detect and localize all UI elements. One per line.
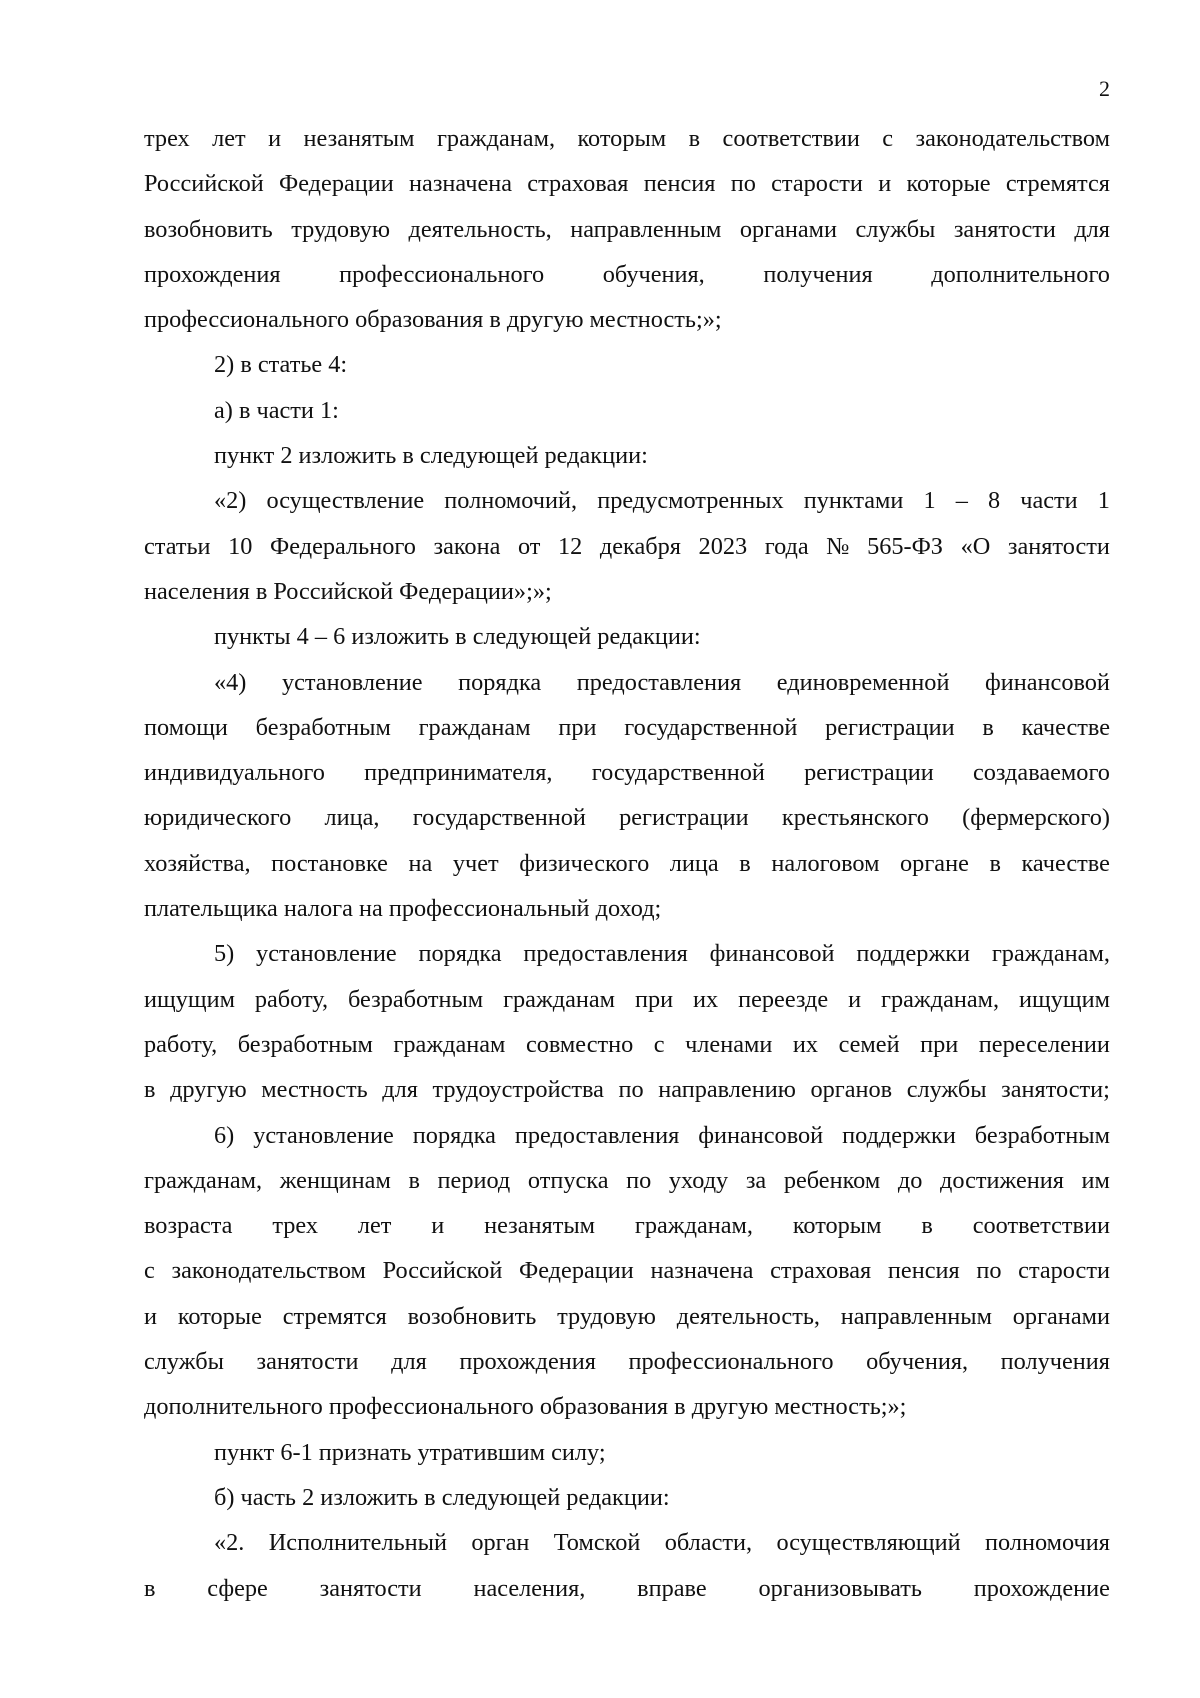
text-line: с законодательством Российской Федерации назначена страховая пенсия по старости [144,1257,1110,1285]
text-line: пункт 6-1 признать утратившим силу; [214,1438,606,1466]
text-line: 5) установление порядка предоставления финансовой поддержки гражданам, [214,940,1110,968]
text-line: 6) установление порядка предоставления финансовой поддержки безработным [214,1121,1110,1149]
text-line: плательщика налога на профессиональный доход; [144,895,662,923]
text-line: дополнительного профессионального образования в другую местность;»; [144,1393,907,1421]
text-line: а) в части 1: [214,396,339,424]
text-line: гражданам, женщинам в период отпуска по уходу за ребенком до достижения им [144,1166,1110,1194]
text-line: в сфере занятости населения, вправе организовывать прохождение [144,1574,1110,1602]
text-line: и которые стремятся возобновить трудовую деятельность, направленным органами [144,1302,1110,1330]
text-line: профессионального образования в другую местность;»; [144,306,722,334]
text-line: ищущим работу, безработным гражданам при их переезде и гражданам, ищущим [144,985,1110,1013]
text-line: «2. Исполнительный орган Томской области, осуществляющий полномочия [214,1529,1110,1557]
text-line: Российской Федерации назначена страховая пенсия по старости и которые стремятся [144,170,1110,198]
text-line: «2) осуществление полномочий, предусмотренных пунктами 1 – 8 части 1 [214,487,1110,515]
text-line: индивидуального предпринимателя, государственной регистрации создаваемого [144,759,1110,787]
text-line: пункт 2 изложить в следующей редакции: [214,442,648,470]
text-line: пункты 4 – 6 изложить в следующей редакции: [214,623,701,651]
text-line: работу, безработным гражданам совместно с членами их семей при переселении [144,1030,1110,1058]
text-line: статьи 10 Федерального закона от 12 декабря 2023 года № 565-ФЗ «О занятости [144,532,1110,560]
text-line: б) часть 2 изложить в следующей редакции: [214,1483,670,1511]
text-line: службы занятости для прохождения профессионального обучения, получения [144,1348,1110,1376]
text-line: прохождения профессионального обучения, получения дополнительного [144,260,1110,288]
text-line: населения в Российской Федерации»;»; [144,577,552,605]
text-line: трех лет и незанятым гражданам, которым в соответствии с законодательством [144,125,1110,152]
text-line: хозяйства, постановке на учет физического лица в налоговом органе в качестве [144,849,1110,877]
text-line: возраста трех лет и незанятым гражданам, которым в соответствии [144,1212,1110,1240]
text-line: в другую местность для трудоустройства по направлению органов службы занятости; [144,1076,1110,1104]
text-line: «4) установление порядка предоставления единовременной финансовой [214,668,1110,696]
text-line: помощи безработным гражданам при государственной регистрации в качестве [144,713,1110,741]
document-body [144,116,1110,1611]
text-line: 2) в статье 4: [214,351,348,379]
text-line: возобновить трудовую деятельность, направленным органами службы занятости для [144,215,1110,243]
text-line: юридического лица, государственной регистрации крестьянского (фермерского) [144,804,1110,832]
page-number: 2 [1099,76,1110,101]
